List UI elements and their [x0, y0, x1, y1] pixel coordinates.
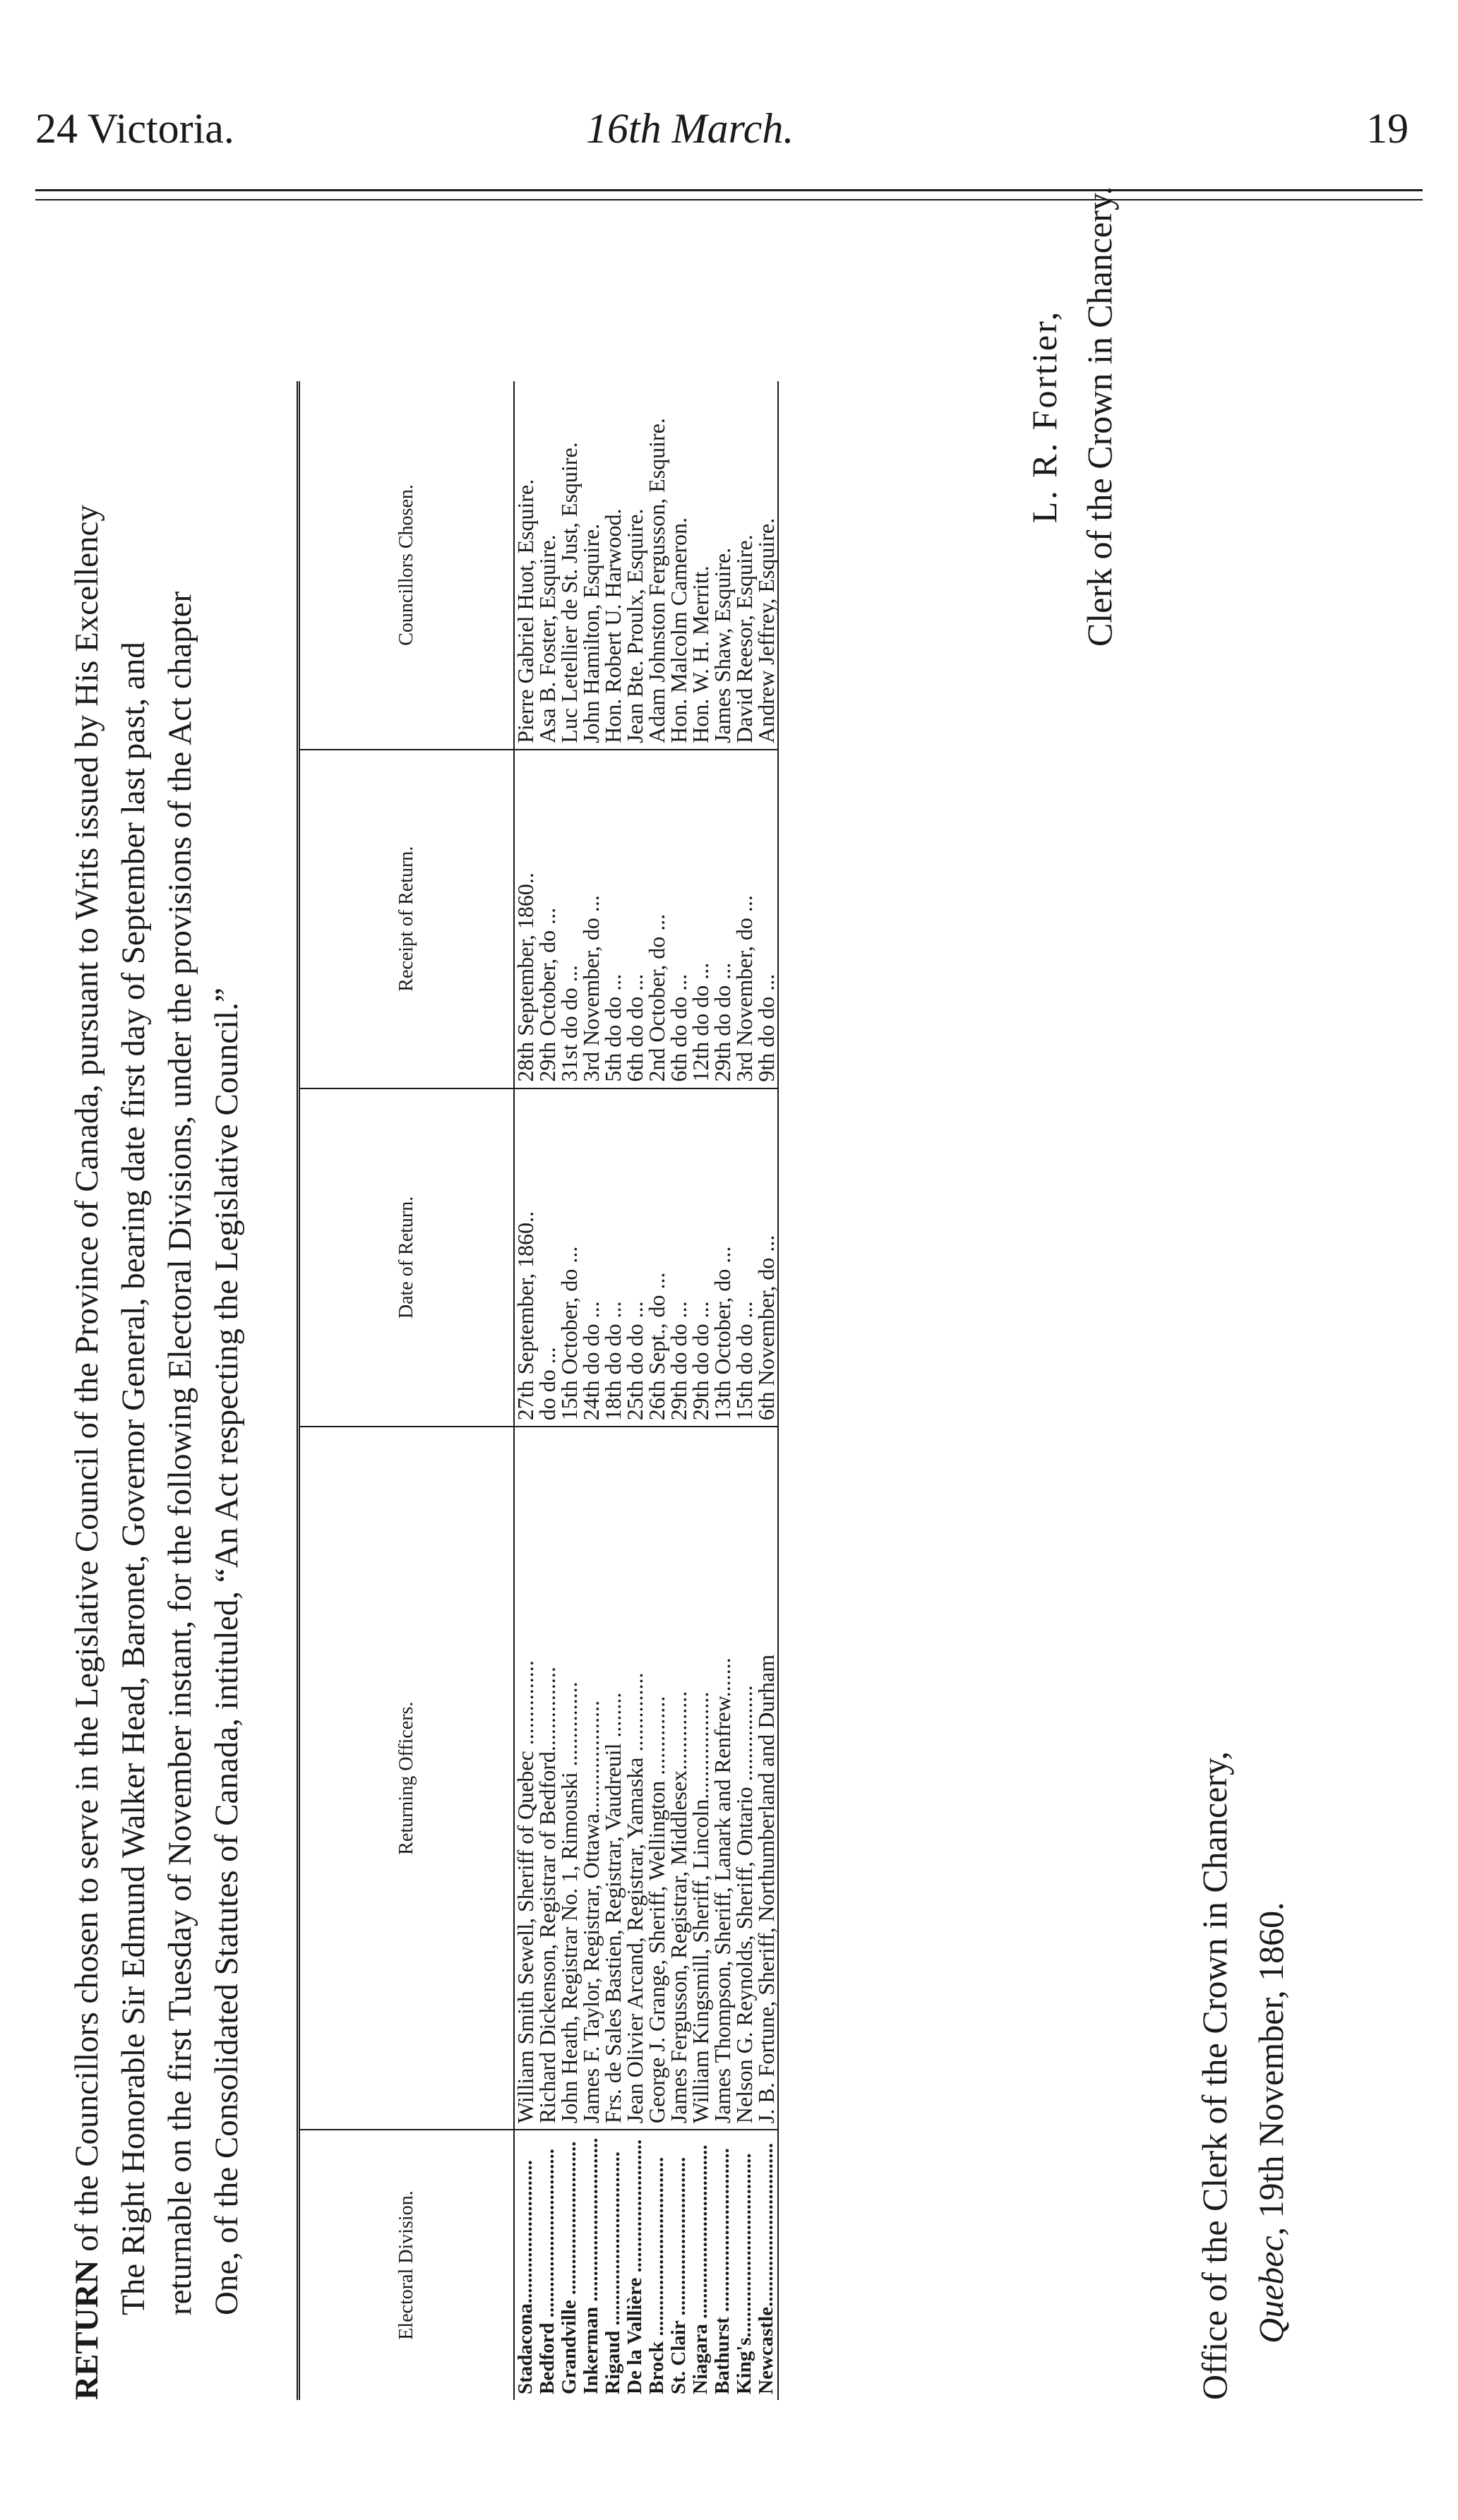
- table-row: [668, 381, 690, 2400]
- date-cell: 15th October, do ...: [558, 1088, 580, 1427]
- division-cell: Stadacona............................: [514, 2160, 537, 2394]
- receipt-cell: 6th do do ...: [624, 750, 646, 1088]
- councillor-cell: John Hamilton, Esquire.: [580, 381, 602, 750]
- intro-line-3: returnable on the first Tuesday of November instant, for the following Electoral Divisions, under the provisions of the Act chapter: [162, 591, 198, 2315]
- date-cell: 6th November, do ...: [755, 1088, 778, 1427]
- return-heading: [64, 106, 250, 2400]
- division-cell: Brock ...................................: [645, 2156, 668, 2394]
- officer-cell: John Heath, Registrar No. 1, Rimouski ...............: [558, 1427, 580, 2130]
- office-line: Office of the Clerk of the Crown in Chancery,: [1195, 1751, 1234, 2400]
- col-returning-officers: Returning Officers.: [299, 1427, 515, 2130]
- councillor-cell: Pierre Gabriel Huot, Esquire.: [514, 381, 537, 750]
- intro-line-1: of the Councillors chosen to serve in the Legislative Council of the Province of Canada, pursuant to Writs issued by His Excellency: [68, 505, 105, 2252]
- receipt-cell: 28th September, 1860..: [514, 750, 537, 1088]
- signatory-name: L. R. Fortier,: [1024, 309, 1064, 524]
- signatory-title: Clerk of the Crown in Chancery.: [1080, 186, 1119, 647]
- receipt-cell: 9th do do ...: [755, 750, 778, 1088]
- receipt-cell: 2nd October, do ...: [646, 750, 668, 1088]
- office-date-line: [1243, 1751, 1299, 2400]
- date-cell: 27th September, 1860..: [514, 1088, 537, 1427]
- officer-cell: Richard Dickenson, Registrar of Bedford...............: [537, 1427, 558, 2130]
- date-cell: 29th do do ...: [668, 1088, 690, 1427]
- division-cell: King's....................................: [733, 2153, 755, 2394]
- councillor-cell: David Reesor, Esquire.: [734, 381, 755, 750]
- councillor-cell: Andrew Jeffrey, Esquire.: [755, 381, 778, 750]
- table-row: [537, 381, 558, 2400]
- councillor-cell: James Shaw, Esquire.: [712, 381, 734, 750]
- table-row: [646, 381, 668, 2400]
- office-date: 19th November, 1860.: [1251, 1902, 1291, 2219]
- receipt-cell: 29th October, do ...: [537, 750, 558, 1088]
- officer-cell: Jean Olivier Arcand, Registrar, Yamaska ..............: [624, 1427, 646, 2130]
- division-cell: Rigaud ..................................: [602, 2151, 624, 2394]
- division-cell: Grandville ..............................: [558, 2141, 580, 2394]
- date-cell: do do ...: [537, 1088, 558, 1427]
- division-cell: Bathurst ................................: [711, 2148, 734, 2394]
- officer-cell: James F. Taylor, Registrar, Ottawa....................: [580, 1427, 602, 2130]
- return-table: [297, 381, 779, 2400]
- table-header-row: [299, 381, 515, 2400]
- rotated-return-page: [14, 99, 1412, 2428]
- date-cell: 24th do do ...: [580, 1088, 602, 1427]
- date-cell: 15th do do ...: [734, 1088, 755, 1427]
- return-lead-word: RETURN: [68, 2260, 105, 2400]
- table-row: [690, 381, 712, 2400]
- date-cell: 25th do do ...: [624, 1088, 646, 1427]
- table-row: [514, 381, 537, 2400]
- division-cell: Niagara ..................................: [689, 2144, 712, 2394]
- officer-cell: George J. Grange, Sheriff, Wellington ..............: [646, 1427, 668, 2130]
- col-receipt-of-return: Receipt of Return.: [299, 750, 515, 1088]
- division-cell: Bedford .................................: [536, 2149, 558, 2394]
- division-cell: Newcastle................................: [755, 2130, 778, 2400]
- councillor-cell: Hon. Malcolm Cameron.: [668, 381, 690, 750]
- division-cell: De la Vallière ..........................: [623, 2139, 646, 2394]
- councillor-cell: Hon. Robert U. Harwood.: [602, 381, 624, 750]
- officer-cell: James Thompson, Sheriff, Lanark and Renfrew.......: [712, 1427, 734, 2130]
- receipt-cell: 5th do do ...: [602, 750, 624, 1088]
- intro-line-2: The Right Honorable Sir Edmund Walker Head, Baronet, Governor General, bearing date first day of September last past, and: [115, 642, 152, 2315]
- office-dateline: [1186, 1751, 1299, 2400]
- table-row: [580, 381, 602, 2400]
- office-city: Quebec,: [1251, 2226, 1291, 2344]
- running-head-date: 16th March.: [586, 105, 794, 152]
- running-head-left: 24 Victoria.: [35, 105, 234, 152]
- councillor-cell: Adam Johnston Fergusson, Esquire.: [646, 381, 668, 750]
- table-row: [734, 381, 755, 2400]
- receipt-cell: 31st do do ...: [558, 750, 580, 1088]
- division-cell: Inkerman ................................: [580, 2137, 602, 2394]
- table-row: [558, 381, 580, 2400]
- receipt-cell: 12th do do ...: [690, 750, 712, 1088]
- col-date-of-return: Date of Return.: [299, 1088, 515, 1427]
- table-row: [624, 381, 646, 2400]
- receipt-cell: 6th do do ...: [668, 750, 690, 1088]
- officer-cell: J. B. Fortune, Sheriff, Northumberland and Durham: [755, 1427, 778, 2130]
- officer-cell: Frs. de Sales Bastien, Registrar, Vaudreuil ........: [602, 1427, 624, 2130]
- table-row: [712, 381, 734, 2400]
- intro-line-4: One, of the Consolidated Statutes of Canada, intituled, “An Act respecting the Legislative Council.”: [208, 988, 245, 2315]
- officer-cell: William Smith Sewell, Sheriff of Quebec ...............: [514, 1427, 537, 2130]
- receipt-cell: 3rd November, do ...: [734, 750, 755, 1088]
- date-cell: 13th October, do ...: [712, 1088, 734, 1427]
- signature-block: [1017, 99, 1127, 734]
- table-row: [602, 381, 624, 2400]
- date-cell: 18th do do ...: [602, 1088, 624, 1427]
- receipt-cell: 3rd November, do ...: [580, 750, 602, 1088]
- col-electoral-division: Electoral Division.: [299, 2130, 515, 2400]
- councillor-cell: Luc Letellier de St. Just, Esquire.: [558, 381, 580, 750]
- councillor-cell: Hon. W. H. Merritt.: [690, 381, 712, 750]
- officer-cell: James Fergusson, Registrar, Middlesex..............: [668, 1427, 690, 2130]
- councillor-cell: Jean Bte. Proulx, Esquire.: [624, 381, 646, 750]
- col-councillors-chosen: Councillors Chosen.: [299, 381, 515, 750]
- date-cell: 29th do do ...: [690, 1088, 712, 1427]
- page-number: 19: [1366, 105, 1409, 152]
- receipt-cell: 29th do do ...: [712, 750, 734, 1088]
- councillor-cell: Asa B. Foster, Esquire.: [537, 381, 558, 750]
- division-cell: St. Clair ...............................: [667, 2156, 690, 2394]
- officer-cell: Nelson G. Reynolds, Sheriff, Ontario .................: [734, 1427, 755, 2130]
- date-cell: 26th Sept., do ...: [646, 1088, 668, 1427]
- table-row: [755, 381, 778, 2400]
- officer-cell: William Kingsmill, Sheriff, Lincoln...................: [690, 1427, 712, 2130]
